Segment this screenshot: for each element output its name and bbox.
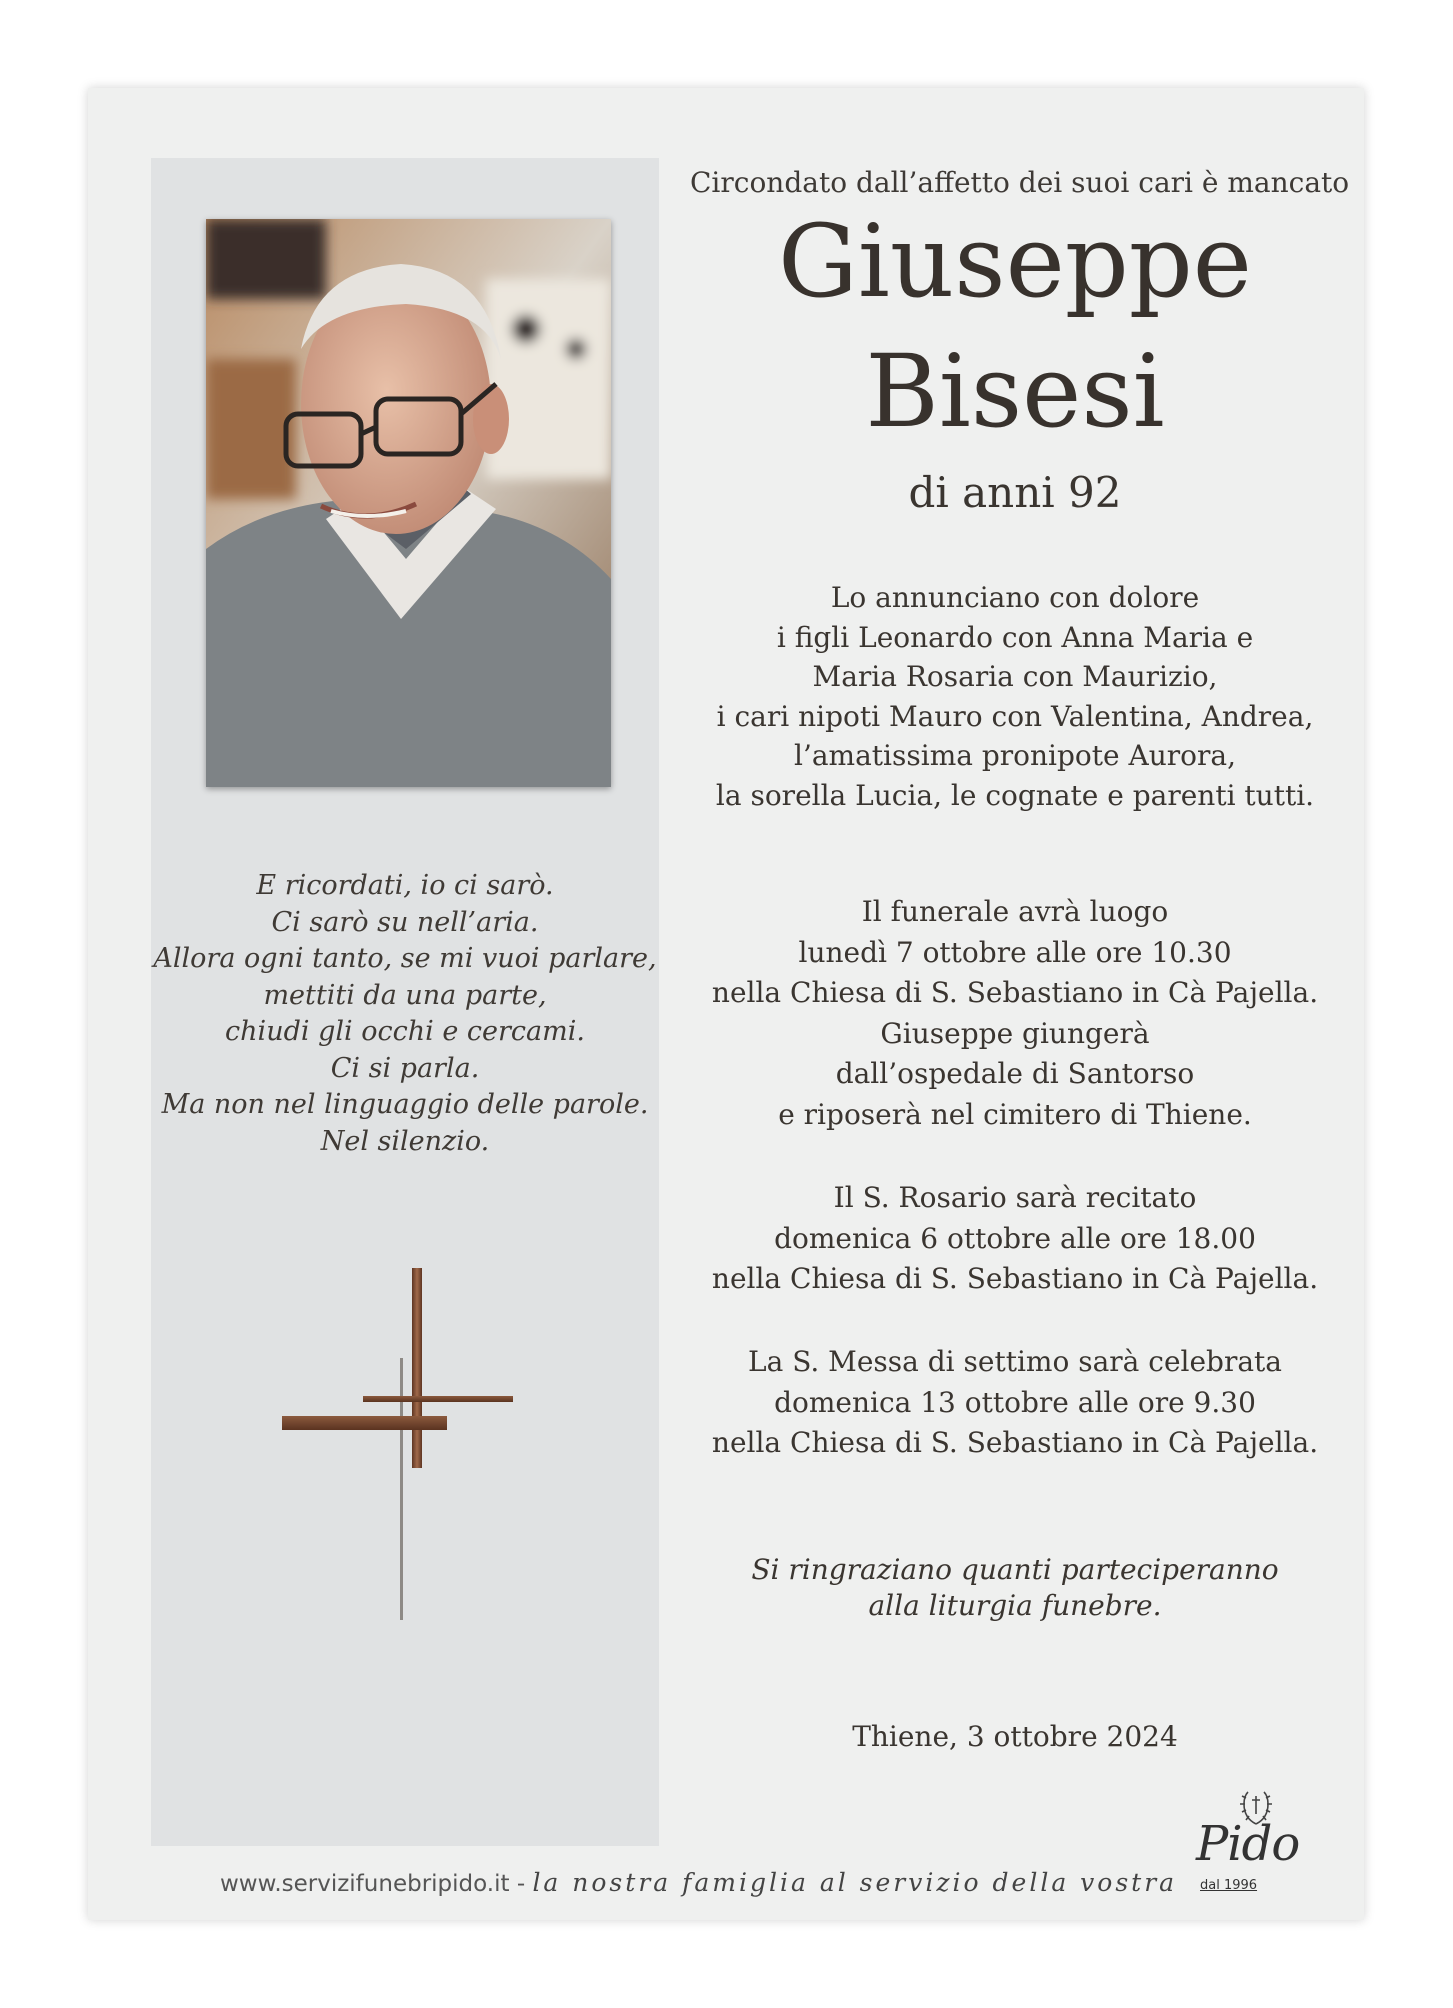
mass-line: domenica 13 ottobre alle ore 9.30 <box>774 1385 1256 1419</box>
announcement-line: i cari nipoti Mauro con Valentina, Andrea, <box>716 699 1314 733</box>
announcement-line: Lo annunciano con dolore <box>830 581 1200 614</box>
mass-line: La S. Messa di settimo sarà celebrata <box>748 1345 1282 1378</box>
funeral-line: nella Chiesa di S. Sebastiano in Cà Pajella. <box>711 976 1319 1009</box>
announcement-block <box>690 578 1340 815</box>
poem-line: E ricordati, io ci sarò. <box>256 870 554 901</box>
footer <box>220 1868 1178 1897</box>
rosary-line: Il S. Rosario sarà recitato <box>833 1181 1197 1214</box>
thanks-line: alla liturgia funebre. <box>868 1589 1162 1622</box>
poem-line: Nel silenzio. <box>320 1125 490 1157</box>
announcement-line: Maria Rosaria con Maurizio, <box>812 660 1218 693</box>
rosary-line: domenica 6 ottobre alle ore 18.00 <box>774 1221 1256 1255</box>
poem <box>151 868 659 1160</box>
footer-separator: - <box>509 1871 533 1897</box>
thanks-block <box>690 1552 1340 1624</box>
funeral-line: lunedì 7 ottobre alle ore 10.30 <box>798 935 1232 969</box>
poem-line: Ma non nel linguaggio delle parole. <box>161 1089 649 1120</box>
age-text: di anni 92 <box>908 468 1122 517</box>
footer-tagline: la nostra famiglia al servizio della vostra <box>532 1868 1178 1897</box>
intro-text: Circondato dall’affetto dei suoi cari è mancato <box>690 166 1350 199</box>
poem-line: Ci sarò su nell’aria. <box>271 906 539 938</box>
rosary-line: nella Chiesa di S. Sebastiano in Cà Pajella. <box>711 1262 1319 1295</box>
portrait-photo <box>206 219 611 787</box>
announcement-line: l’amatissima pronipote Aurora, <box>794 739 1236 772</box>
poem-line: mettiti da una parte, <box>263 979 547 1011</box>
deceased-last-name: Bisesi <box>865 333 1165 450</box>
funeral-line: Giuseppe giungerà <box>880 1016 1150 1050</box>
logo-since: dal 1996 <box>1200 1878 1258 1893</box>
thanks-line: Si ringraziano quanti parteciperanno <box>751 1553 1279 1586</box>
date-place: Thiene, 3 ottobre 2024 <box>852 1720 1178 1753</box>
mass-block <box>690 1342 1340 1464</box>
logo-wordmark: Pido <box>1196 1816 1300 1872</box>
website-link[interactable]: www.servizifunebripido.it <box>220 1871 510 1897</box>
cross-icon <box>280 1268 530 1632</box>
funeral-line: dall’ospedale di Santorso <box>835 1057 1195 1090</box>
announcement-line: la sorella Lucia, le cognate e parenti tutti. <box>715 778 1315 812</box>
poem-line: Allora ogni tanto, se mi vuoi parlare, <box>153 943 657 974</box>
poem-line: Ci si parla. <box>330 1052 480 1084</box>
funeral-block <box>690 892 1340 1135</box>
mass-line: nella Chiesa di S. Sebastiano in Cà Pajella. <box>711 1426 1319 1459</box>
deceased-first-name: Giuseppe <box>778 203 1252 320</box>
announcement-line: i figli Leonardo con Anna Maria e <box>776 620 1254 654</box>
funeral-line: Il funerale avrà luogo <box>861 895 1169 928</box>
rosary-block <box>690 1178 1340 1300</box>
pido-logo <box>1190 1788 1340 1898</box>
poem-line: chiudi gli occhi e cercami. <box>225 1016 585 1047</box>
funeral-line: e riposerà nel cimitero di Thiene. <box>778 1097 1252 1131</box>
